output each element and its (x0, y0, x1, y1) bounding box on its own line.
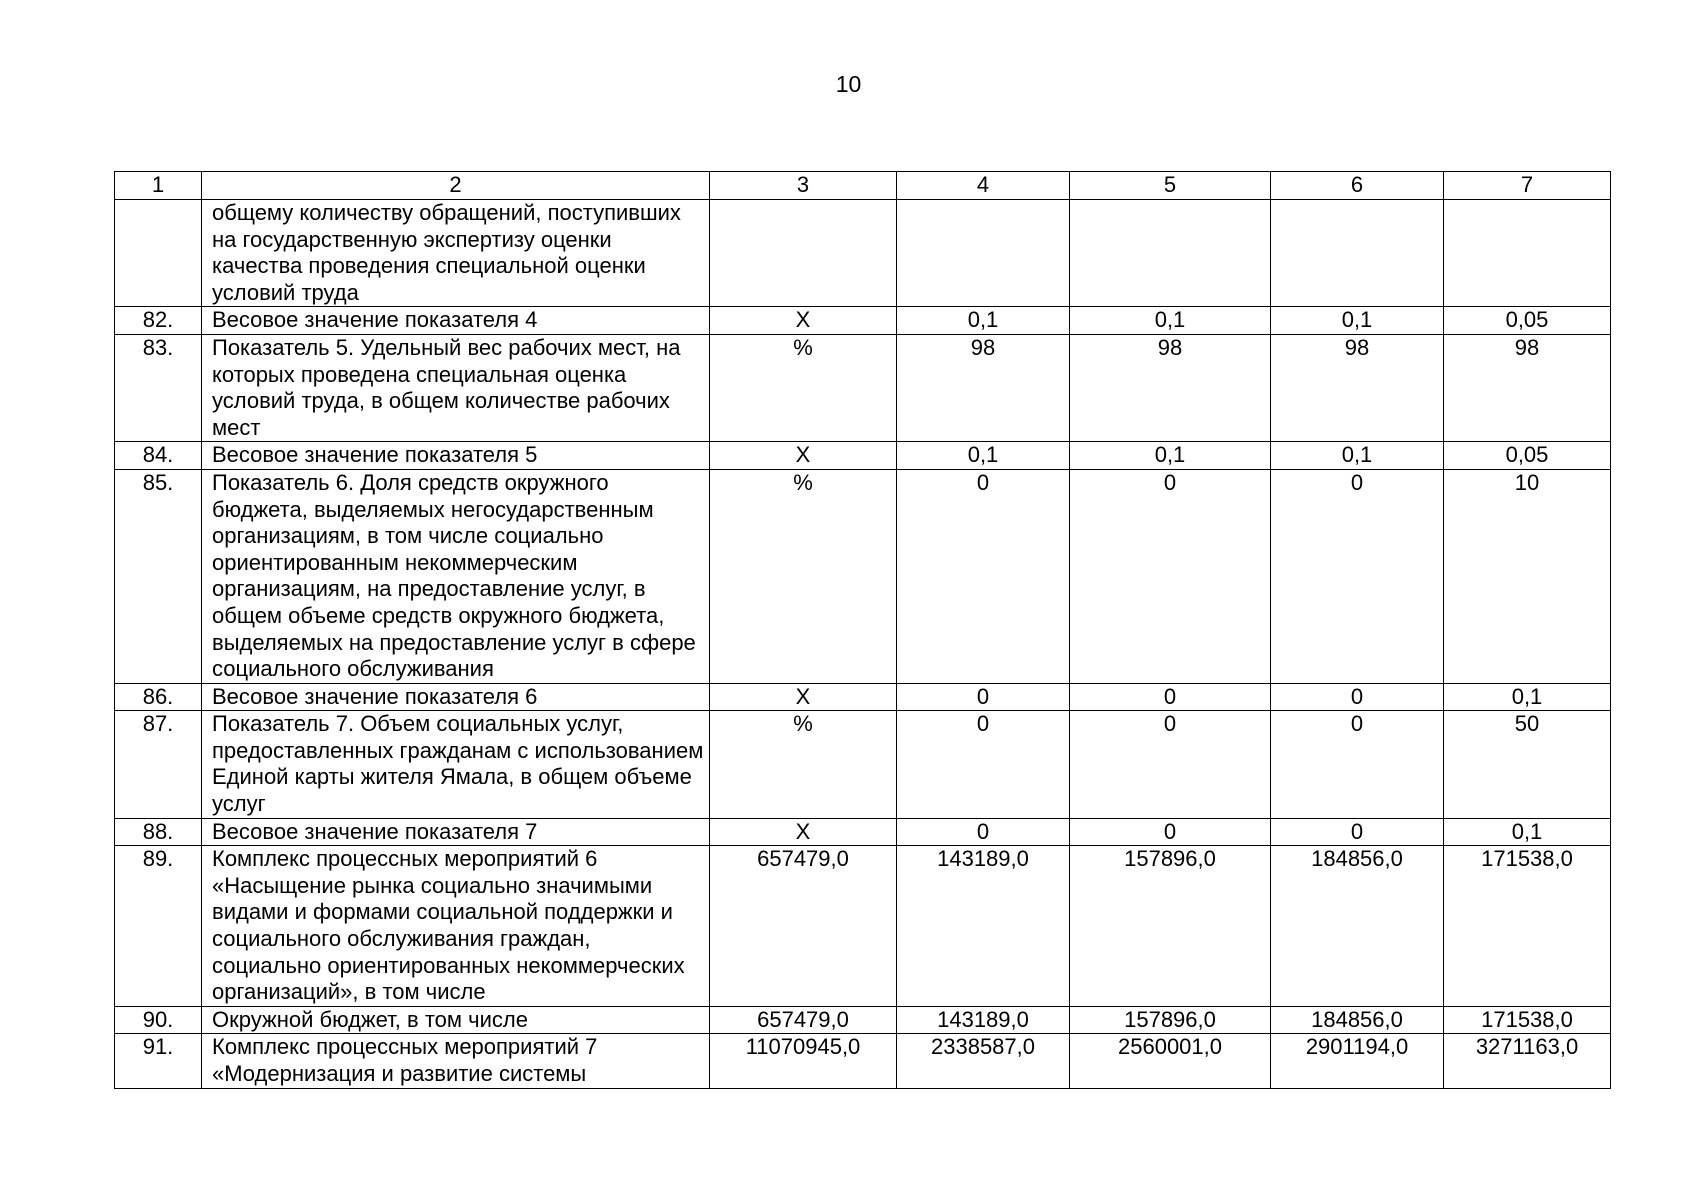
row-unit: Х (710, 683, 897, 711)
row-value (897, 200, 1070, 307)
row-number (115, 200, 202, 307)
column-header: 4 (897, 172, 1070, 200)
column-header: 6 (1271, 172, 1444, 200)
row-value: 10 (1444, 469, 1611, 683)
row-value: 98 (1444, 334, 1611, 441)
row-value: 98 (1070, 334, 1271, 441)
row-value: 0 (1070, 469, 1271, 683)
row-description: общему количеству обращений, поступивших на государственную экспертизу оценки качества проведения специальной оценки условий труда (202, 200, 710, 307)
table-row (115, 442, 1611, 470)
row-value: 0 (897, 711, 1070, 818)
row-description: Весовое значение показателя 5 (202, 442, 710, 470)
table-row (115, 1034, 1611, 1088)
row-description: Весовое значение показателя 6 (202, 683, 710, 711)
row-value: 157896,0 (1070, 846, 1271, 1007)
row-value: 0 (897, 818, 1070, 846)
row-value: 0 (897, 469, 1070, 683)
row-unit: Х (710, 818, 897, 846)
row-value: 143189,0 (897, 1006, 1070, 1034)
row-value (1271, 200, 1444, 307)
row-value: 0,1 (1444, 818, 1611, 846)
table-row (115, 683, 1611, 711)
row-unit: 11070945,0 (710, 1034, 897, 1088)
row-number: 85. (115, 469, 202, 683)
row-value: 50 (1444, 711, 1611, 818)
row-value: 0 (1070, 711, 1271, 818)
row-number: 82. (115, 307, 202, 335)
row-unit: % (710, 334, 897, 441)
row-value: 171538,0 (1444, 1006, 1611, 1034)
page-number: 10 (835, 71, 862, 97)
row-number: 83. (115, 334, 202, 441)
row-value: 2560001,0 (1070, 1034, 1271, 1088)
row-description: Показатель 6. Доля средств окружного бюджета, выделяемых негосударственным организациям, в том числе социально ориентированным некоммерческим организациям, на предоставление услуг, в общем объеме средств окружного бюджета, выделяемых на предоставление услуг в сфере социального обслуживания (202, 469, 710, 683)
column-header: 2 (202, 172, 710, 200)
row-value: 0 (1271, 818, 1444, 846)
row-value: 0,1 (1271, 442, 1444, 470)
row-value: 0,1 (1070, 442, 1271, 470)
row-value (1070, 200, 1271, 307)
row-value: 0,05 (1444, 307, 1611, 335)
row-value: 0,1 (897, 307, 1070, 335)
row-value: 184856,0 (1271, 1006, 1444, 1034)
row-value: 0,1 (1271, 307, 1444, 335)
row-value: 0 (1271, 711, 1444, 818)
row-value: 0 (1070, 683, 1271, 711)
row-value (1444, 200, 1611, 307)
data-table (114, 171, 1611, 1089)
row-value: 3271163,0 (1444, 1034, 1611, 1088)
row-value: 0,1 (1070, 307, 1271, 335)
row-value: 2901194,0 (1271, 1034, 1444, 1088)
row-description: Окружной бюджет, в том числе (202, 1006, 710, 1034)
row-value: 2338587,0 (897, 1034, 1070, 1088)
column-header: 3 (710, 172, 897, 200)
row-unit: % (710, 469, 897, 683)
row-description: Весовое значение показателя 7 (202, 818, 710, 846)
row-value: 0,05 (1444, 442, 1611, 470)
row-value: 0,1 (897, 442, 1070, 470)
row-description: Комплекс процессных мероприятий 6 «Насыщение рынка социально значимыми видами и формами социальной поддержки и социального обслуживания граждан, социально ориентированных некоммерческих организаций», в том числе (202, 846, 710, 1007)
row-number: 91. (115, 1034, 202, 1088)
row-unit: Х (710, 307, 897, 335)
row-value: 157896,0 (1070, 1006, 1271, 1034)
row-description: Показатель 7. Объем социальных услуг, предоставленных гражданам с использованием Единой карты жителя Ямала, в общем объеме услуг (202, 711, 710, 818)
row-value: 143189,0 (897, 846, 1070, 1007)
row-unit: 657479,0 (710, 846, 897, 1007)
row-number: 89. (115, 846, 202, 1007)
row-value: 0 (1070, 818, 1271, 846)
row-number: 87. (115, 711, 202, 818)
row-value: 184856,0 (1271, 846, 1444, 1007)
table-row (115, 469, 1611, 683)
row-value: 0 (1271, 469, 1444, 683)
table-header-row (115, 172, 1611, 200)
row-value: 98 (897, 334, 1070, 441)
row-unit: 657479,0 (710, 1006, 897, 1034)
row-number: 84. (115, 442, 202, 470)
column-header: 7 (1444, 172, 1611, 200)
table-row (115, 711, 1611, 818)
row-value: 0 (1271, 683, 1444, 711)
row-unit: % (710, 711, 897, 818)
table-row (115, 1006, 1611, 1034)
row-description: Комплекс процессных мероприятий 7 «Модернизация и развитие системы (202, 1034, 710, 1088)
table-row (115, 200, 1611, 307)
row-value: 0 (897, 683, 1070, 711)
row-number: 86. (115, 683, 202, 711)
table-row (115, 334, 1611, 441)
table-row (115, 846, 1611, 1007)
table-row (115, 818, 1611, 846)
row-description: Весовое значение показателя 4 (202, 307, 710, 335)
row-unit (710, 200, 897, 307)
row-unit: Х (710, 442, 897, 470)
row-value: 171538,0 (1444, 846, 1611, 1007)
row-description: Показатель 5. Удельный вес рабочих мест, на которых проведена специальная оценка условий труда, в общем количестве рабочих мест (202, 334, 710, 441)
row-value: 98 (1271, 334, 1444, 441)
row-value: 0,1 (1444, 683, 1611, 711)
row-number: 90. (115, 1006, 202, 1034)
column-header: 5 (1070, 172, 1271, 200)
column-header: 1 (115, 172, 202, 200)
table-row (115, 307, 1611, 335)
row-number: 88. (115, 818, 202, 846)
